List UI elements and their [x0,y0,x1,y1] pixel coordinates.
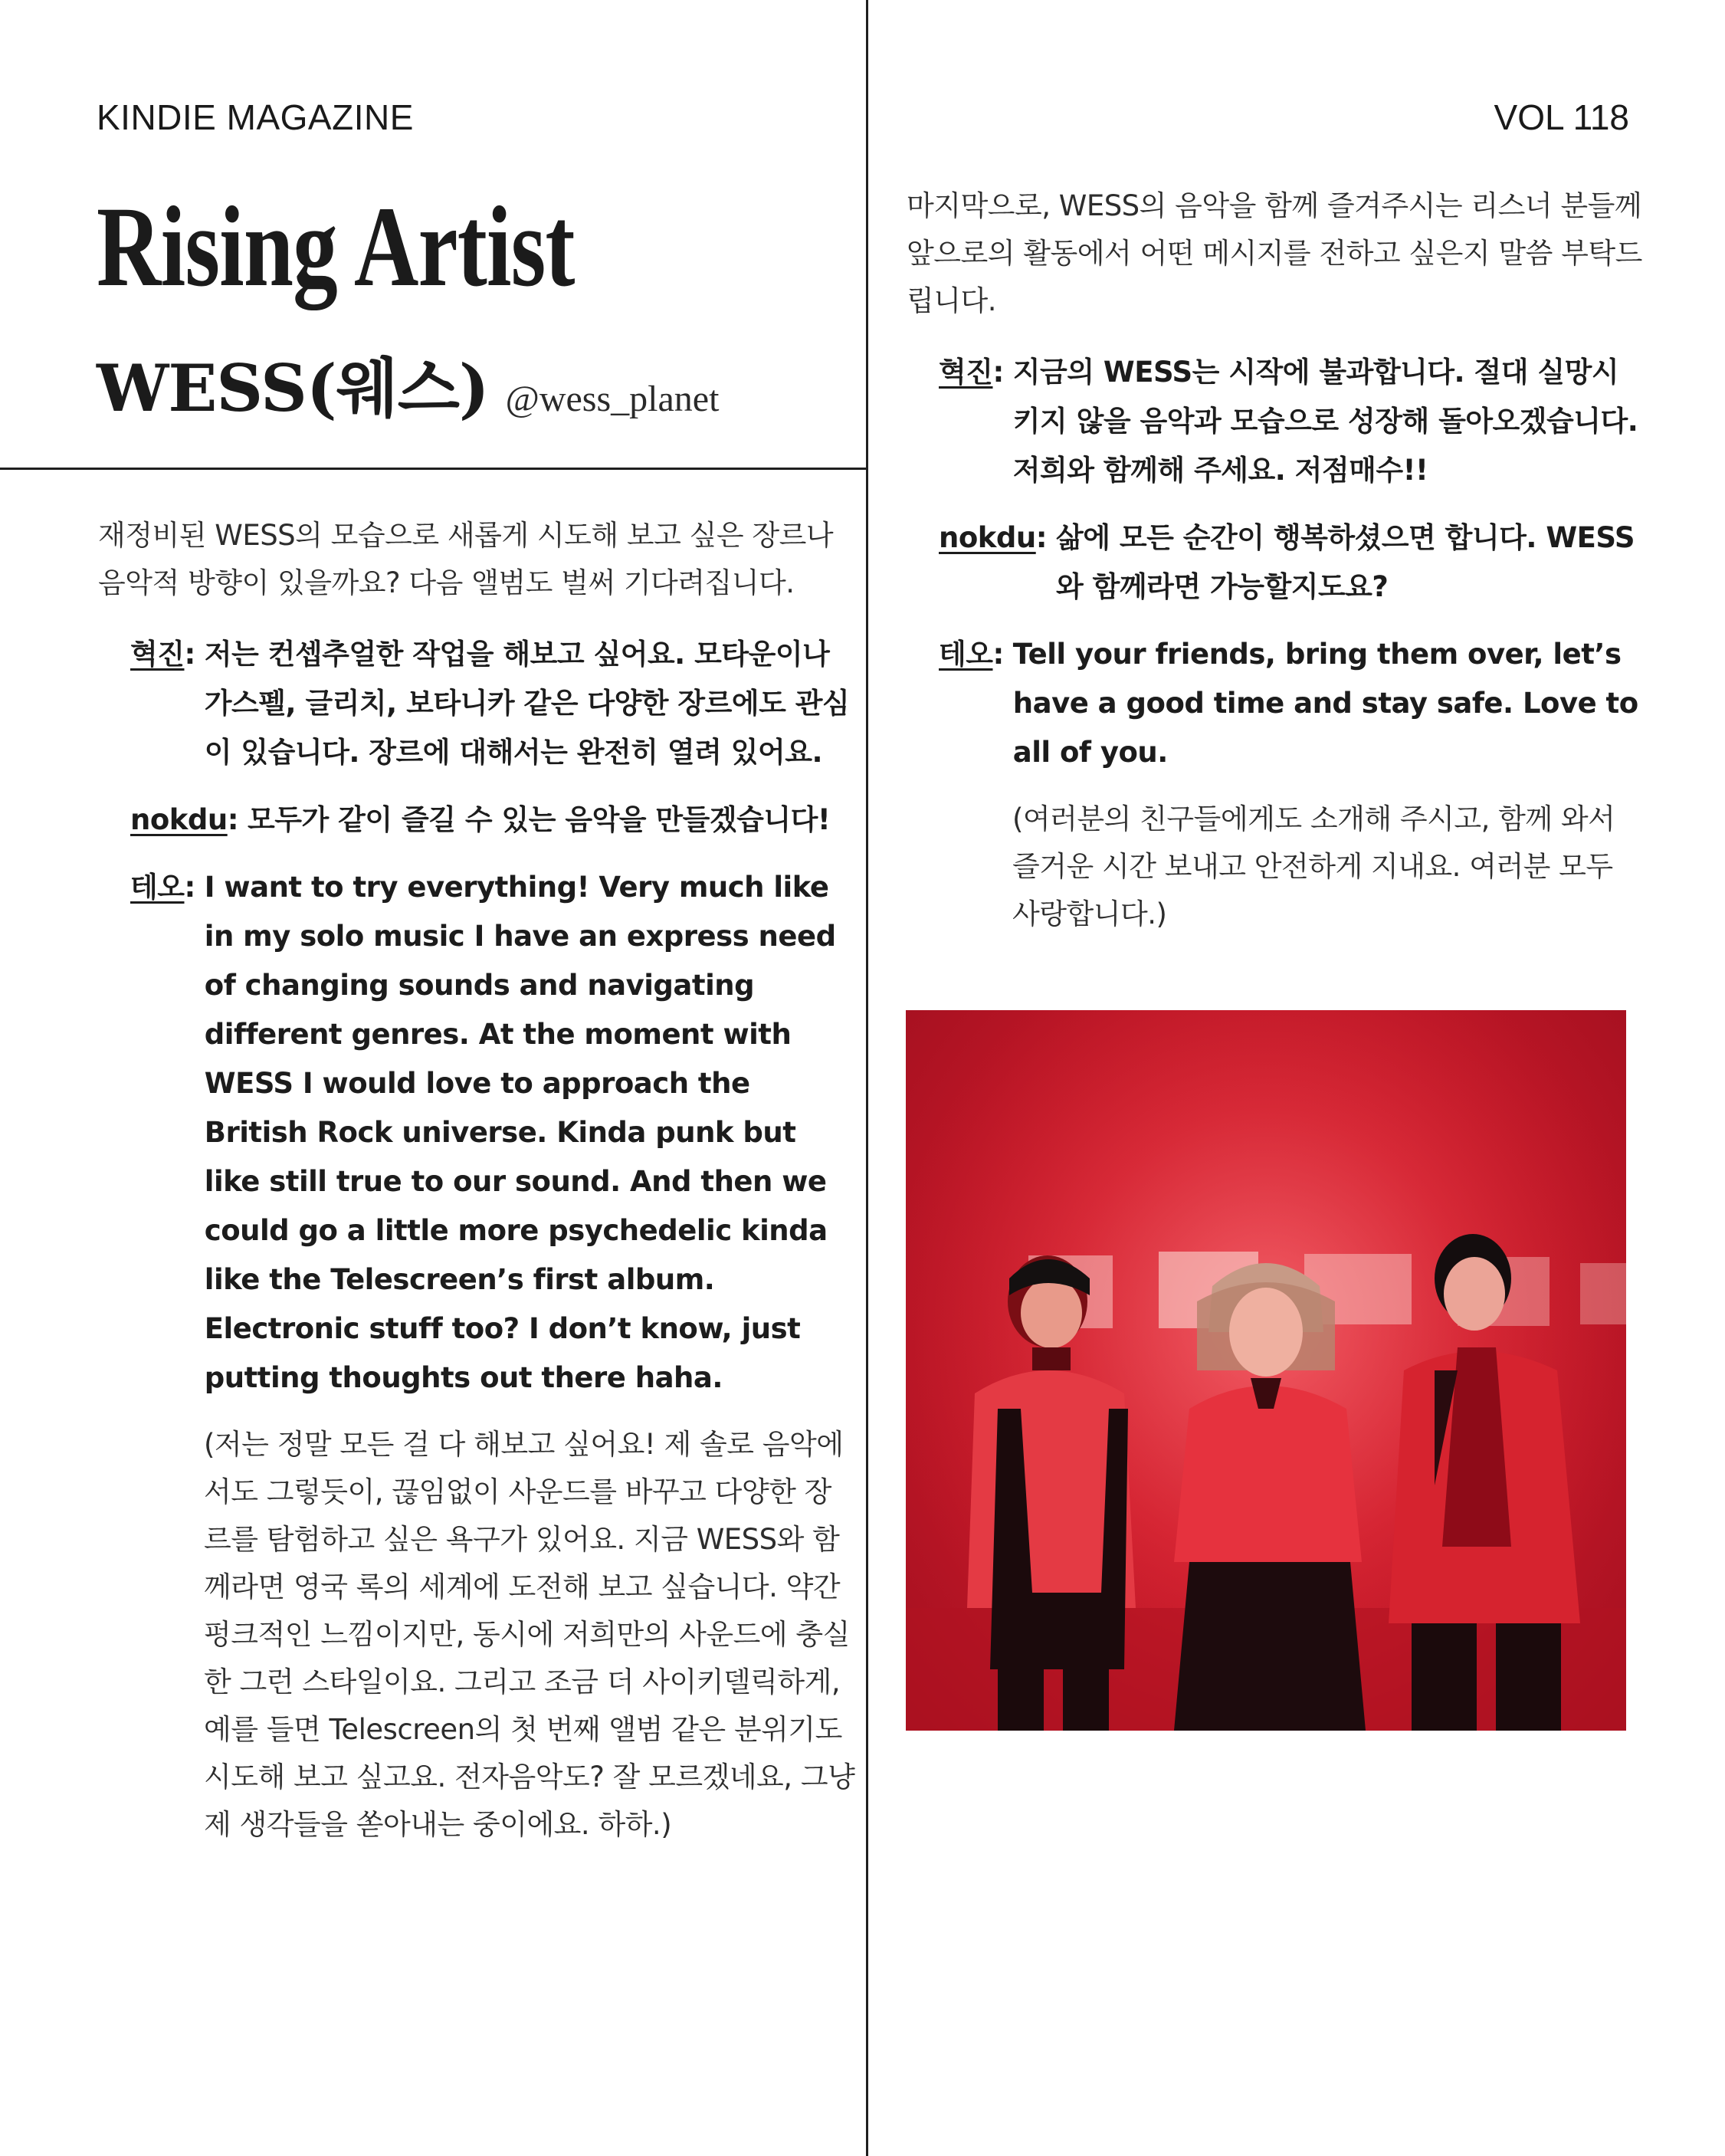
answer-text: 모두가 같이 즐길 수 있는 음악을 만들겠습니다! [248,803,831,836]
answer-translation: (저는 정말 모든 걸 다 해보고 싶어요! 제 솔로 음악에서도 그렇듯이, 끊임없이 사운드를 바꾸고 다양한 장르를 탐험하고 싶은 욕구가 있어요. 지금 WESS와 함께라면 영국 록의 세계에 도전해 보고 싶습니다. 약간 펑크적인 느낌이지만, 동시에 저희만의 사운드에 충실한 그런 스타일이요. 그리고 조금 더 사이키델릭하게, 예를 들면 Telescreen의 첫 번째 앨범 같은 분위기도 시도해 보고 싶고요. 전자음악도? 잘 모르겠네요, 그냥 제 생각들을 쏟아내는 중이에요. 하하.) [204,1428,855,1841]
answer-text: Tell your friends, bring them over, let’s have a good time and stay safe. Love to all of you. [1012,638,1638,769]
speaker-name: 혁진 [939,356,993,389]
answer-item: 혁진 : 저는 컨셉추얼한 작업을 해보고 싶어요. 모타운이나 가스펠, 글리치, 보타니카 같은 다양한 장르에도 관심이 있습니다. 장르에 대해서는 완전히 열려 있어요. [130,630,857,777]
right-column [907,182,1642,938]
answer-item: 혁진 : 지금의 WESS는 시작에 불과합니다. 절대 실망시키지 않을 음악과 모습으로 성장해 돌아오겠습니다. 저희와 함께해 주세요. 저점매수!! [939,348,1642,495]
answer-item: 테오 : Tell your friends, bring them over, let’s have a good time and stay safe. Love to all of you. [939,630,1642,777]
answer-item: nokdu : 모두가 같이 즐길 수 있는 음악을 만들겠습니다! [130,796,857,845]
interview-question: 재정비된 WESS의 모습으로 새롭게 시도해 보고 싶은 장르나 음악적 방향이 있을까요? 다음 앨범도 벌써 기다려집니다. [98,519,834,599]
answer-list [939,348,1642,938]
answer-text: 삶에 모든 순간이 행복하셨으면 합니다. WESS와 함께라면 가능할지도요? [1056,521,1635,603]
artist-handle: @wess_planet [505,379,720,419]
artist-heading [97,337,719,430]
column-divider [866,0,868,2156]
speaker-name: 혁진 [130,638,185,671]
answer-text: 지금의 WESS는 시작에 불과합니다. 절대 실망시키지 않을 음악과 모습으로 성장해 돌아오겠습니다. 저희와 함께해 주세요. 저점매수!! [1012,356,1638,487]
answer-item: nokdu : 삶에 모든 순간이 행복하셨으면 합니다. WESS와 함께라면 가능할지도요? [939,514,1642,612]
answer-item: 테오 : I want to try everything! Very much like in my solo music I have an express need of changing sounds and navigating different genres. At the moment with WESS I would love to approach the British Rock universe. Kinda punk but like still true to our sound. And then we could go a little more psychedelic kinda like the Telescreen’s first album. Electronic stuff too? I don’t know, just putting thoughts out there haha. [130,863,857,1403]
answer-text: I want to try everything! Very much like in my solo music I have an express need of changing sounds and navigating different genres. At the moment with WESS I would love to approach the British Rock universe. Kinda punk but like still true to our sound. And then we could go a little more psychedelic kinda like the Telescreen’s first album. Electronic stuff too? I don’t know, just putting thoughts out there haha. [204,871,836,1394]
band-photo-illustration [906,1010,1626,1731]
interview-question: 마지막으로, WESS의 음악을 함께 즐겨주시는 리스너 분들께 앞으로의 활동에서 어떤 메시지를 전하고 싶은지 말씀 부탁드립니다. [907,189,1642,317]
answer-list [130,630,857,1849]
section-title: Rising Artist [97,183,575,310]
speaker-name: nokdu [130,803,228,836]
speaker-name: nokdu [939,521,1036,554]
answer-text: 저는 컨셉추얼한 작업을 해보고 싶어요. 모타운이나 가스펠, 글리치, 보타니카 같은 다양한 장르에도 관심이 있습니다. 장르에 대해서는 완전히 열려 있어요. [204,638,850,769]
header-divider [0,468,867,470]
speaker-name: 테오 [130,871,185,904]
volume-label: VOL 118 [1494,97,1629,137]
left-column [98,512,857,1849]
artist-name: WESS(웨스) [97,350,489,426]
band-photo [906,1010,1626,1731]
answer-translation: (여러분의 친구들에게도 소개해 주시고, 함께 와서 즐거운 시간 보내고 안전하게 지내요. 여러분 모두 사랑합니다.) [1012,802,1615,930]
speaker-name: 테오 [939,638,993,671]
magazine-name: KINDIE MAGAZINE [97,97,414,137]
